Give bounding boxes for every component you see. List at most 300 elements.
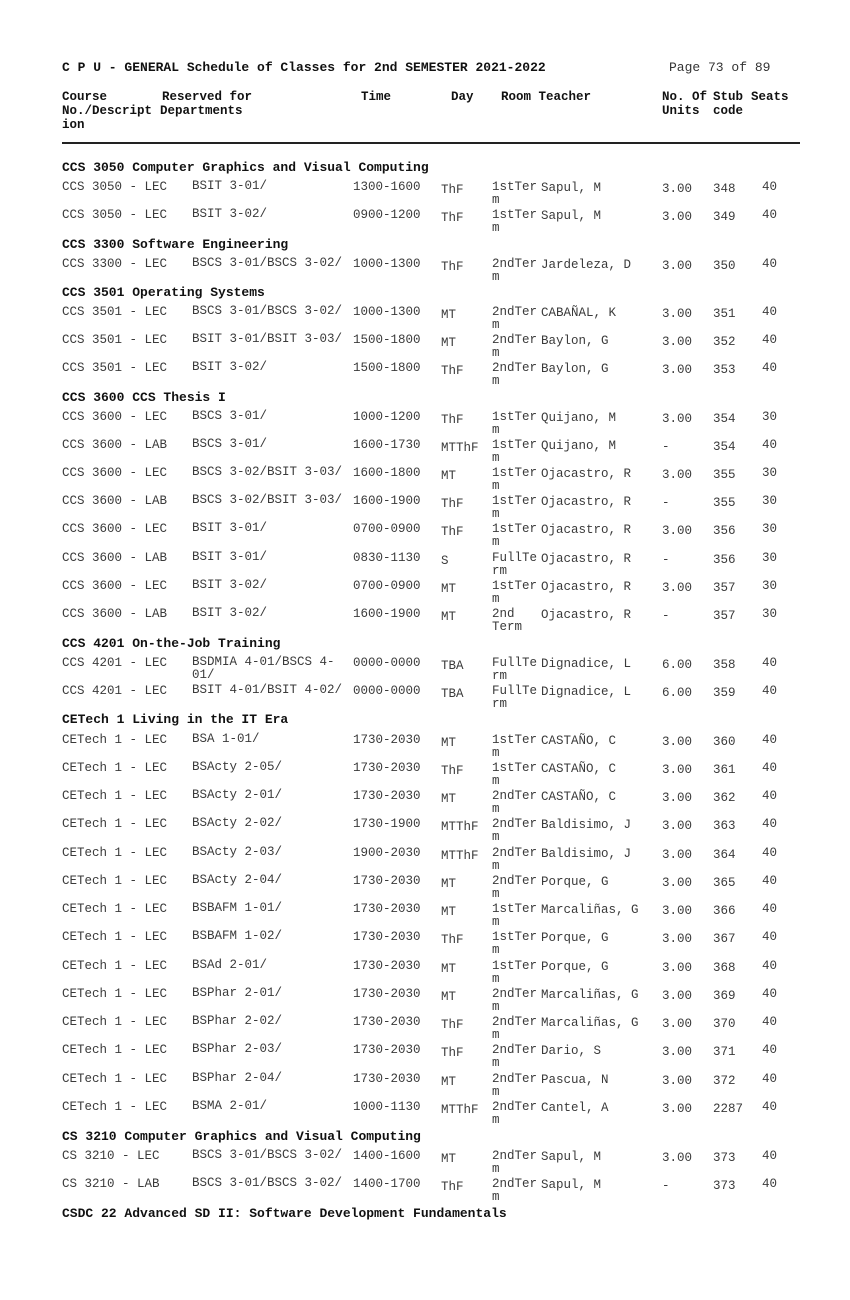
teacher: Ojacastro, R [541, 608, 632, 622]
department-line: BSDMIA 4-01/BSCS 4- [192, 655, 335, 669]
department-line: BSA 1-01/ [192, 732, 260, 746]
room-line: m [492, 972, 500, 986]
room-line: 2ndTer [492, 1043, 538, 1057]
stub-code: 357 [713, 581, 736, 595]
column-header-reserved-line: Departments [160, 104, 243, 118]
units: 3.00 [662, 989, 693, 1003]
time-slot: 1400-1700 [353, 1177, 421, 1191]
room-line: rm [492, 697, 508, 711]
room-line: rm [492, 669, 508, 683]
course-code: CS 3210 - LAB [62, 1177, 160, 1191]
teacher: Baldisimo, J [541, 847, 632, 861]
seats: 40 [762, 930, 778, 944]
course-code: CETech 1 - LEC [62, 1100, 168, 1114]
seats: 40 [762, 1177, 778, 1191]
room-line: 1stTer [492, 410, 538, 424]
room-line: FullTe [492, 684, 538, 698]
department-line: BSCS 3-01/BSCS 3-02/ [192, 1148, 343, 1162]
room [492, 1016, 537, 1042]
column-header-units [662, 90, 707, 118]
room [492, 411, 537, 437]
department-line: BSBAFM 1-01/ [192, 901, 283, 915]
reserved-departments [192, 410, 267, 423]
units: - [662, 1179, 670, 1193]
teacher: CASTAÑO, C [541, 762, 617, 776]
teacher: Baylon, G [541, 334, 609, 348]
room-line: m [492, 346, 500, 360]
column-header-time: Time [361, 90, 392, 104]
reserved-departments [192, 789, 282, 802]
time-slot: 1500-1800 [353, 361, 421, 375]
stub-code: 360 [713, 735, 736, 749]
seats: 40 [762, 1100, 778, 1114]
teacher: CABAÑAL, K [541, 306, 617, 320]
day: MT [441, 469, 457, 483]
room-line: m [492, 423, 500, 437]
teacher: Marcaliñas, G [541, 903, 639, 917]
room-line: 2ndTer [492, 257, 538, 271]
seats: 30 [762, 551, 778, 565]
stub-code: 368 [713, 961, 736, 975]
time-slot: 1730-2030 [353, 1043, 421, 1057]
units: 3.00 [662, 581, 693, 595]
units: 3.00 [662, 335, 693, 349]
room [492, 1044, 537, 1070]
reserved-departments [192, 902, 282, 915]
seats: 30 [762, 494, 778, 508]
department-line: BSIT 3-02/ [192, 207, 268, 221]
course-code: CETech 1 - LEC [62, 902, 168, 916]
day: MT [441, 336, 457, 350]
seats: 40 [762, 257, 778, 271]
room [492, 467, 537, 493]
room [492, 608, 522, 634]
page-number: Page 73 of 89 [669, 60, 771, 75]
seats: 40 [762, 902, 778, 916]
stub-code: 353 [713, 363, 736, 377]
seats: 40 [762, 733, 778, 747]
course-code: CETech 1 - LEC [62, 761, 168, 775]
department-line: BSCS 3-01/BSCS 3-02/ [192, 1176, 343, 1190]
time-slot: 1730-2030 [353, 987, 421, 1001]
day: ThF [441, 764, 464, 778]
room-line: FullTe [492, 551, 538, 565]
teacher: Porque, G [541, 875, 609, 889]
stub-code: 363 [713, 819, 736, 833]
course-code: CETech 1 - LEC [62, 1043, 168, 1057]
room-line: 1stTer [492, 959, 538, 973]
column-header-units-line: Units [662, 104, 700, 118]
reserved-departments [192, 180, 267, 193]
day: ThF [441, 1046, 464, 1060]
seats: 40 [762, 987, 778, 1001]
course-code: CCS 3600 - LAB [62, 607, 168, 621]
header-divider [62, 142, 800, 144]
room-line: 1stTer [492, 494, 538, 508]
units: 3.00 [662, 848, 693, 862]
column-header-stub-line: code [713, 104, 744, 118]
day: ThF [441, 413, 464, 427]
room [492, 818, 537, 844]
reserved-departments [192, 1177, 342, 1190]
reserved-departments [192, 466, 342, 479]
section-title: CCS 3600 CCS Thesis I [62, 390, 226, 405]
time-slot: 1730-2030 [353, 1072, 421, 1086]
room [492, 580, 537, 606]
room-line: m [492, 535, 500, 549]
department-line: BSPhar 2-04/ [192, 1071, 283, 1085]
time-slot: 1300-1600 [353, 180, 421, 194]
room [492, 931, 537, 957]
time-slot: 1730-1900 [353, 817, 421, 831]
room [492, 495, 537, 521]
column-header-reserved-line: Reserved for [162, 90, 253, 104]
department-line: BSAd 2-01/ [192, 958, 268, 972]
day: ThF [441, 364, 464, 378]
room [492, 734, 537, 760]
teacher: Dario, S [541, 1044, 602, 1058]
section-title: CSDC 22 Advanced SD II: Software Development Fundamentals [62, 1206, 507, 1221]
time-slot: 1600-1900 [353, 607, 421, 621]
units: 3.00 [662, 1045, 693, 1059]
department-line: BSIT 4-01/BSIT 4-02/ [192, 683, 343, 697]
units: 3.00 [662, 961, 693, 975]
course-code: CCS 3050 - LEC [62, 208, 168, 222]
seats: 40 [762, 959, 778, 973]
department-line: 01/ [192, 668, 215, 682]
reserved-departments [192, 959, 267, 972]
day: ThF [441, 525, 464, 539]
room-line: m [492, 887, 500, 901]
stub-code: 355 [713, 468, 736, 482]
teacher: Sapul, M [541, 209, 602, 223]
seats: 40 [762, 305, 778, 319]
reserved-departments [192, 874, 282, 887]
teacher: Porque, G [541, 931, 609, 945]
time-slot: 1500-1800 [353, 333, 421, 347]
stub-code: 371 [713, 1045, 736, 1059]
teacher: Dignadice, L [541, 685, 632, 699]
room-line: 2ndTer [492, 817, 538, 831]
reserved-departments [192, 208, 267, 221]
room-line: 1stTer [492, 902, 538, 916]
seats: 40 [762, 361, 778, 375]
time-slot: 1730-2030 [353, 874, 421, 888]
stub-code: 369 [713, 989, 736, 1003]
time-slot: 1730-2030 [353, 761, 421, 775]
day: MT [441, 736, 457, 750]
room [492, 1073, 537, 1099]
room-line: 1stTer [492, 466, 538, 480]
teacher: CASTAÑO, C [541, 734, 617, 748]
room [492, 847, 537, 873]
course-code: CETech 1 - LEC [62, 789, 168, 803]
course-code: CETech 1 - LEC [62, 987, 168, 1001]
room-line: m [492, 451, 500, 465]
column-header-course [62, 90, 152, 132]
column-header-stub [713, 90, 743, 118]
reserved-departments [192, 987, 282, 1000]
room [492, 1101, 537, 1127]
column-header-stub-line: Stub [713, 90, 744, 104]
stub-code: 359 [713, 686, 736, 700]
room-line: 2ndTer [492, 305, 538, 319]
room-line: m [492, 915, 500, 929]
room-line: 2ndTer [492, 874, 538, 888]
department-line: BSActy 2-01/ [192, 788, 283, 802]
time-slot: 1600-1900 [353, 494, 421, 508]
room-line: m [492, 943, 500, 957]
seats: 40 [762, 1015, 778, 1029]
time-slot: 1000-1300 [353, 305, 421, 319]
course-code: CCS 3501 - LEC [62, 333, 168, 347]
time-slot: 1730-2030 [353, 959, 421, 973]
reserved-departments [192, 333, 342, 346]
document-title: C P U - GENERAL Schedule of Classes for 2nd SEMESTER 2021-2022 [62, 60, 546, 75]
seats: 40 [762, 789, 778, 803]
units: 3.00 [662, 1017, 693, 1031]
room-line: 2ndTer [492, 361, 538, 375]
course-code: CCS 3300 - LEC [62, 257, 168, 271]
stub-code: 373 [713, 1151, 736, 1165]
time-slot: 1730-2030 [353, 789, 421, 803]
teacher: Quijano, M [541, 411, 617, 425]
column-header-course-line: ion [62, 118, 85, 132]
course-code: CCS 3600 - LEC [62, 466, 168, 480]
teacher: Sapul, M [541, 1150, 602, 1164]
day: MTThF [441, 1103, 479, 1117]
stub-code: 361 [713, 763, 736, 777]
room-line: m [492, 802, 500, 816]
room-line: 2ndTer [492, 1177, 538, 1191]
units: 3.00 [662, 819, 693, 833]
seats: 40 [762, 874, 778, 888]
reserved-departments [192, 257, 342, 270]
room-line: m [492, 221, 500, 235]
stub-code: 2287 [713, 1102, 744, 1116]
room-line: m [492, 1162, 500, 1176]
time-slot: 1730-2030 [353, 1015, 421, 1029]
reserved-departments [192, 607, 267, 620]
seats: 40 [762, 1149, 778, 1163]
teacher: Ojacastro, R [541, 523, 632, 537]
units: - [662, 553, 670, 567]
section-title: CETech 1 Living in the IT Era [62, 712, 289, 727]
time-slot: 0000-0000 [353, 684, 421, 698]
course-code: CETech 1 - LEC [62, 846, 168, 860]
section-title: CCS 4201 On-the-Job Training [62, 636, 281, 651]
course-code: CCS 4201 - LEC [62, 656, 168, 670]
units: 3.00 [662, 791, 693, 805]
course-code: CETech 1 - LEC [62, 817, 168, 831]
room-line: m [492, 1085, 500, 1099]
room-line: 1stTer [492, 438, 538, 452]
teacher: Quijano, M [541, 439, 617, 453]
teacher: Cantel, A [541, 1101, 609, 1115]
room-line: m [492, 1056, 500, 1070]
room-line: 2ndTer [492, 1149, 538, 1163]
day: MT [441, 990, 457, 1004]
department-line: BSIT 3-02/ [192, 578, 268, 592]
reserved-departments [192, 494, 342, 507]
day: MT [441, 308, 457, 322]
stub-code: 367 [713, 932, 736, 946]
department-line: BSActy 2-05/ [192, 760, 283, 774]
department-line: BSCS 3-01/ [192, 437, 268, 451]
room-line: 1stTer [492, 761, 538, 775]
seats: 30 [762, 410, 778, 424]
room-line: 2nd [492, 607, 515, 621]
seats: 40 [762, 180, 778, 194]
department-line: BSIT 3-01/ [192, 179, 268, 193]
teacher: Dignadice, L [541, 657, 632, 671]
teacher: Marcaliñas, G [541, 988, 639, 1002]
teacher: Sapul, M [541, 1178, 602, 1192]
room [492, 960, 537, 986]
seats: 40 [762, 817, 778, 831]
room [492, 258, 537, 284]
units: - [662, 609, 670, 623]
teacher: Jardeleza, D [541, 258, 632, 272]
column-header-course-line: No./Descript [62, 104, 153, 118]
column-header-room-teacher: Room Teacher [501, 90, 592, 104]
teacher: Ojacastro, R [541, 467, 632, 481]
department-line: BSMA 2-01/ [192, 1099, 268, 1113]
stub-code: 366 [713, 904, 736, 918]
day: ThF [441, 497, 464, 511]
room [492, 790, 537, 816]
reserved-departments [192, 1043, 282, 1056]
units: 3.00 [662, 210, 693, 224]
day: MT [441, 905, 457, 919]
time-slot: 0700-0900 [353, 522, 421, 536]
units: 3.00 [662, 259, 693, 273]
room-line: 2ndTer [492, 789, 538, 803]
stub-code: 354 [713, 412, 736, 426]
room-line: 2ndTer [492, 846, 538, 860]
reserved-departments [192, 684, 342, 697]
room [492, 875, 537, 901]
column-header-seats: Seats [751, 90, 789, 104]
stub-code: 356 [713, 524, 736, 538]
day: ThF [441, 211, 464, 225]
department-line: BSActy 2-03/ [192, 845, 283, 859]
time-slot: 1730-2030 [353, 902, 421, 916]
teacher: Baldisimo, J [541, 818, 632, 832]
time-slot: 1000-1300 [353, 257, 421, 271]
room-line: m [492, 746, 500, 760]
seats: 40 [762, 1043, 778, 1057]
stub-code: 362 [713, 791, 736, 805]
department-line: BSActy 2-02/ [192, 816, 283, 830]
department-line: BSPhar 2-03/ [192, 1042, 283, 1056]
time-slot: 0830-1130 [353, 551, 421, 565]
day: MT [441, 610, 457, 624]
teacher: Porque, G [541, 960, 609, 974]
department-line: BSIT 3-02/ [192, 606, 268, 620]
units: 3.00 [662, 524, 693, 538]
course-code: CETech 1 - LEC [62, 959, 168, 973]
stub-code: 358 [713, 658, 736, 672]
room-line: m [492, 270, 500, 284]
stub-code: 357 [713, 609, 736, 623]
stub-code: 373 [713, 1179, 736, 1193]
course-code: CS 3210 - LEC [62, 1149, 160, 1163]
department-line: BSCS 3-02/BSIT 3-03/ [192, 493, 343, 507]
stub-code: 364 [713, 848, 736, 862]
course-code: CCS 3600 - LAB [62, 438, 168, 452]
reserved-departments [192, 438, 267, 451]
department-line: BSCS 3-01/BSCS 3-02/ [192, 304, 343, 318]
seats: 40 [762, 656, 778, 670]
stub-code: 370 [713, 1017, 736, 1031]
room-line: m [492, 507, 500, 521]
room-line: 2ndTer [492, 333, 538, 347]
stub-code: 352 [713, 335, 736, 349]
column-header-course-line: Course [62, 90, 108, 104]
day: TBA [441, 659, 464, 673]
reserved-departments [192, 305, 342, 318]
room [492, 362, 537, 388]
reserved-departments [192, 551, 267, 564]
units: 3.00 [662, 735, 693, 749]
teacher: Ojacastro, R [541, 580, 632, 594]
units: 6.00 [662, 658, 693, 672]
reserved-departments [192, 733, 260, 746]
room [492, 181, 537, 207]
department-line: BSActy 2-04/ [192, 873, 283, 887]
day: MTThF [441, 820, 479, 834]
units: 3.00 [662, 1074, 693, 1088]
section-title: CS 3210 Computer Graphics and Visual Computing [62, 1129, 421, 1144]
reserved-departments [192, 522, 267, 535]
seats: 40 [762, 438, 778, 452]
section-title: CCS 3050 Computer Graphics and Visual Computing [62, 160, 429, 175]
units: 3.00 [662, 182, 693, 196]
room [492, 306, 537, 332]
time-slot: 0900-1200 [353, 208, 421, 222]
units: - [662, 496, 670, 510]
room [492, 209, 537, 235]
department-line: BSBAFM 1-02/ [192, 929, 283, 943]
department-line: BSCS 3-01/BSCS 3-02/ [192, 256, 343, 270]
course-code: CETech 1 - LEC [62, 1072, 168, 1086]
units: 3.00 [662, 1151, 693, 1165]
stub-code: 355 [713, 496, 736, 510]
units: 3.00 [662, 1102, 693, 1116]
course-code: CETech 1 - LEC [62, 1015, 168, 1029]
column-header-units-line: No. Of [662, 90, 708, 104]
department-line: BSIT 3-01/ [192, 550, 268, 564]
reserved-departments [192, 846, 282, 859]
department-line: BSPhar 2-01/ [192, 986, 283, 1000]
reserved-departments [192, 1072, 282, 1085]
stub-code: 348 [713, 182, 736, 196]
department-line: BSIT 3-02/ [192, 360, 268, 374]
department-line: BSCS 3-02/BSIT 3-03/ [192, 465, 343, 479]
room-line: m [492, 830, 500, 844]
teacher: Marcaliñas, G [541, 1016, 639, 1030]
room-line: m [492, 1000, 500, 1014]
day: TBA [441, 687, 464, 701]
day: MT [441, 962, 457, 976]
reserved-departments [192, 656, 335, 682]
room [492, 552, 537, 578]
time-slot: 1600-1730 [353, 438, 421, 452]
seats: 40 [762, 684, 778, 698]
room-line: m [492, 479, 500, 493]
stub-code: 351 [713, 307, 736, 321]
